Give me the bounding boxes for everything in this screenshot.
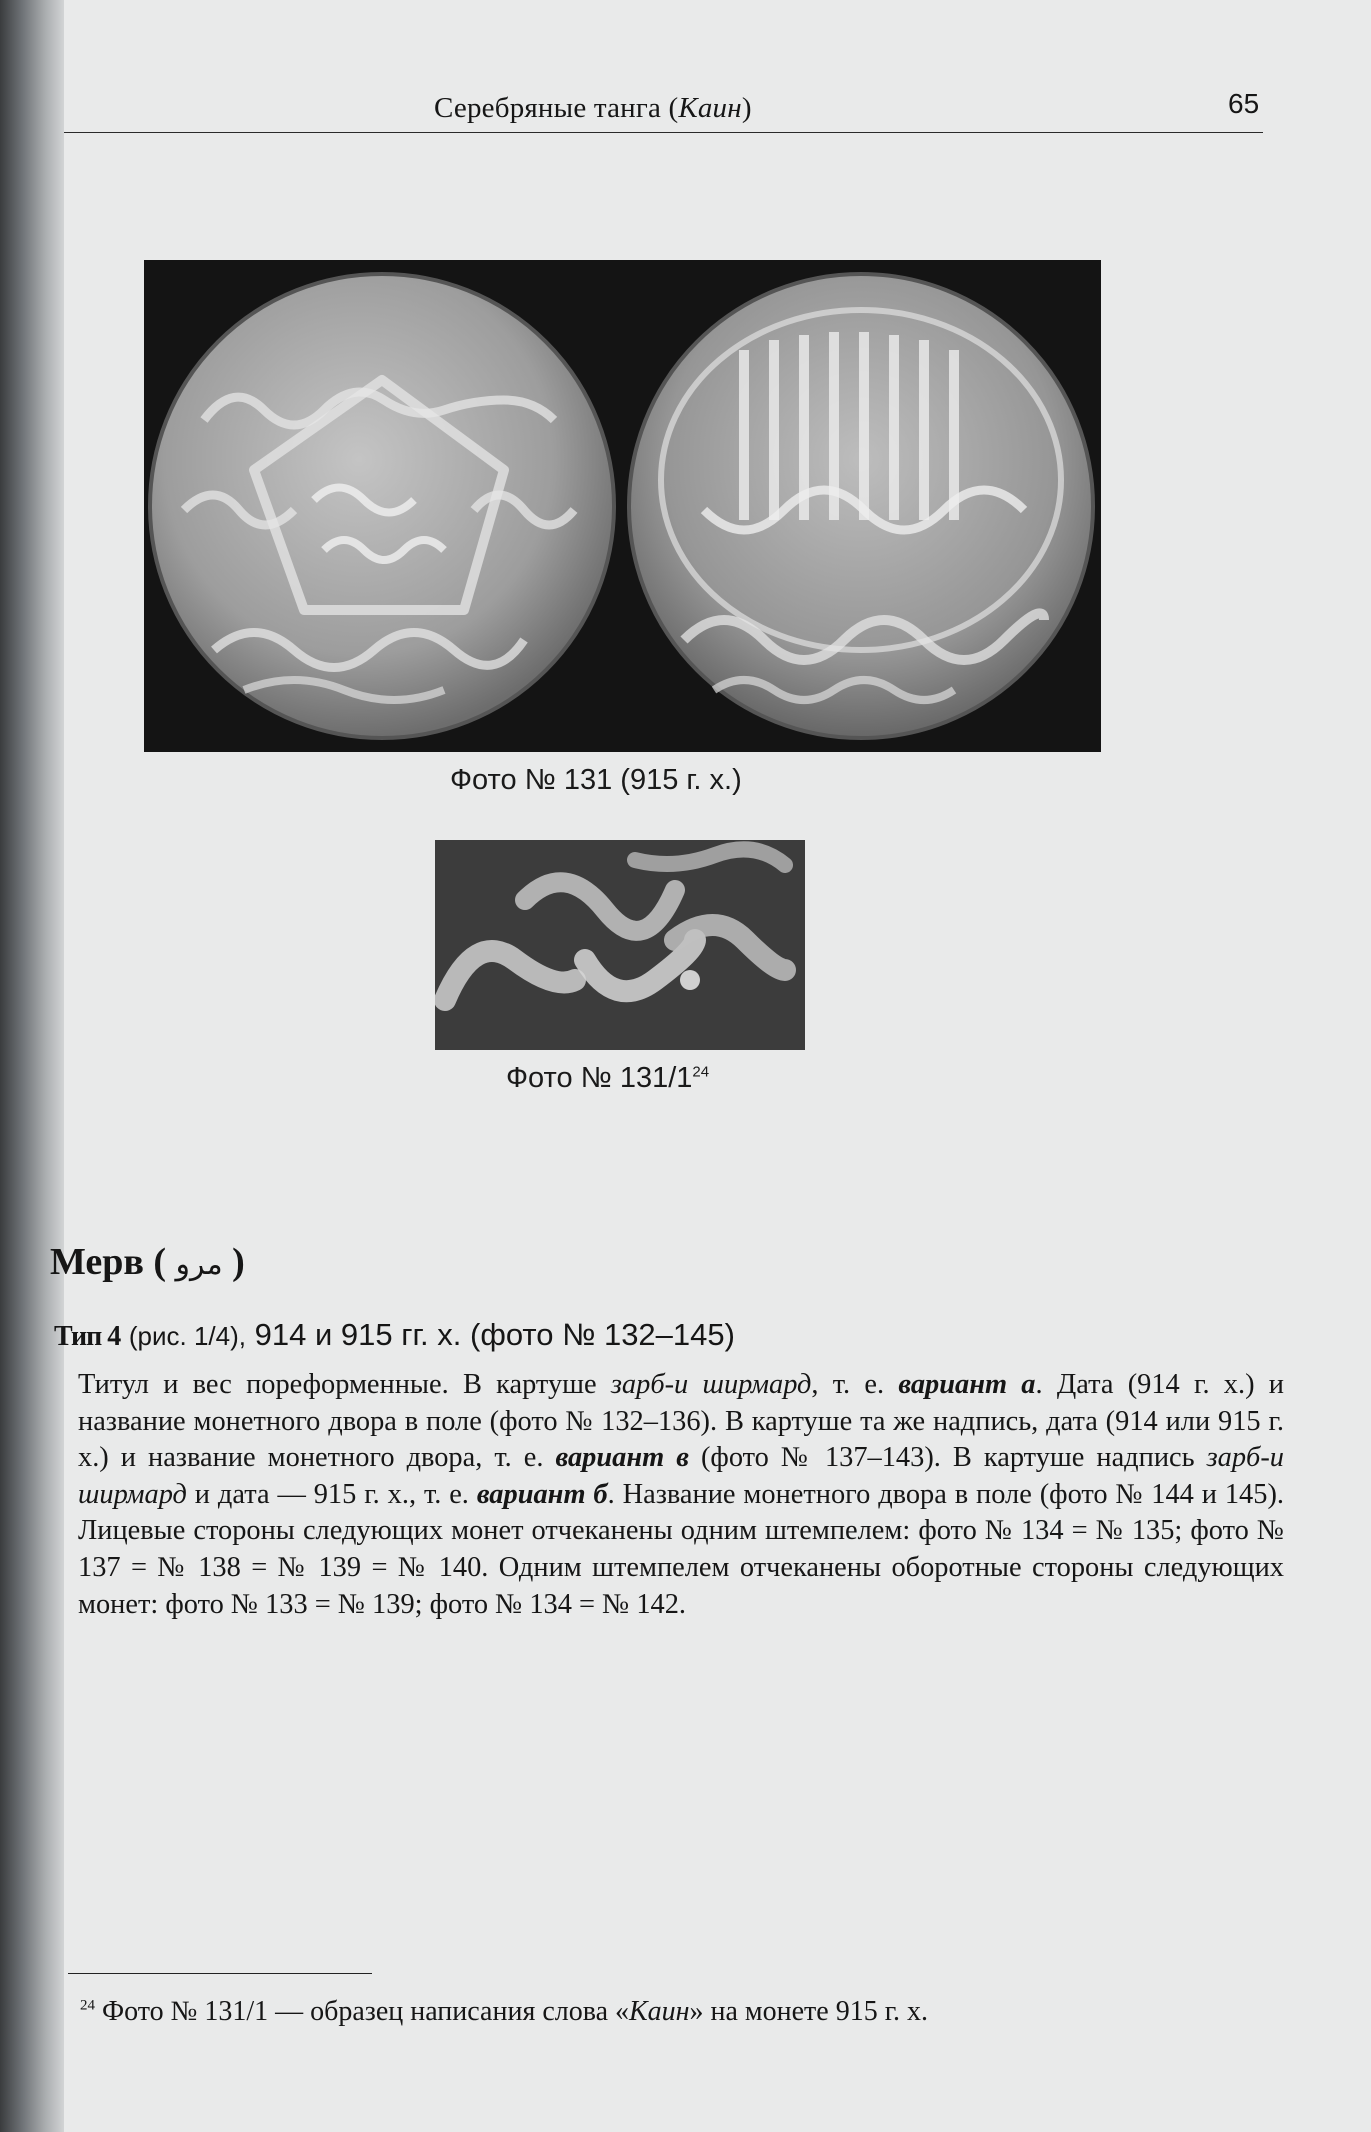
running-title (434, 92, 752, 125)
section-heading-arabic: مرو (175, 1247, 223, 1282)
book-spine-shadow (0, 0, 64, 2132)
figure-caption-131-1 (506, 1062, 709, 1095)
footnote-reference: 24 (692, 1063, 710, 1081)
paragraph-run: . Дата (914 г. х.) и название монетного двора в поле (фото № 132–136). В картуше та же надпись, дата (914 или 915 г. х.) и название монетного двора, т. е. (78, 1369, 1284, 1474)
figure-caption-131-1-text: Фото № 131/1 (506, 1062, 693, 1094)
paragraph-run-italic: зарб-и ширмард (78, 1442, 1284, 1510)
paragraph-run: (фото № 137–143). В картуше надпись (688, 1442, 1207, 1474)
coin-reverse (629, 274, 1093, 738)
paragraph-run: , т. е. (811, 1369, 899, 1400)
paragraph-run: Титул и вес пореформенные. В картуше (78, 1369, 611, 1400)
section-heading-merv (50, 1240, 245, 1284)
paragraph-run: и дата — 915 г. х., т. е. (186, 1478, 477, 1510)
footnote-text: Фото № 131/1 — образец написания слова « (95, 1996, 629, 2027)
footnote-separator (68, 1973, 372, 1974)
running-title-italic: Каин (678, 92, 742, 124)
paragraph (78, 1367, 1284, 1623)
type-date-range: 914 и 915 гг. х. (фото № 132–145) (246, 1317, 735, 1352)
paragraph-run: . Название монетного двора в поле (фото № 144 и 145). Лицевые стороны следующих монет отчеканены одним штемпелем: фото № 134 = № 135; фото № 137 = № 138 = № 139 = № 140. Одним штемпелем отчеканены оборотные стороны следующих монет: фото № 133 = № 139; фото № 134 = № 142. (78, 1478, 1285, 1620)
section-heading-prefix: Мерв ( (50, 1241, 167, 1283)
footnote-24 (80, 1996, 928, 2028)
figure-caption-131: Фото № 131 (915 г. х.) (450, 764, 742, 796)
type-label: Тип 4 (54, 1321, 121, 1352)
paragraph-run-variant: вариант б (476, 1478, 608, 1510)
running-header (64, 88, 1263, 133)
coin-detail-image (435, 840, 805, 1050)
type-figure-ref: (рис. 1/4), (128, 1321, 246, 1351)
footnote-text: » на монете 915 г. х. (689, 1996, 929, 2027)
footnote-mark: 24 (80, 1997, 95, 2014)
paragraph-run-italic: зарб-и ширмард (610, 1369, 812, 1400)
section-heading-suffix: ) (232, 1241, 245, 1283)
book-page (50, 0, 1371, 2132)
type-heading (54, 1317, 735, 1353)
paragraph-run-variant: вариант а (898, 1369, 1036, 1400)
footnote-text-italic: Каин (629, 1996, 690, 2027)
coin-photo-131 (144, 260, 1101, 752)
coin-pair-image (144, 260, 1101, 752)
paragraph-run-variant: вариант в (555, 1442, 689, 1474)
type-description-paragraph (78, 1367, 1284, 1623)
page-number: 65 (1228, 88, 1260, 119)
running-title-suffix: ) (741, 92, 752, 124)
coin-detail-photo-131-1 (435, 840, 805, 1050)
bleed-through-text (664, 805, 1184, 845)
coin-obverse (150, 274, 614, 738)
running-title-prefix: Серебряные танга ( (434, 92, 679, 124)
